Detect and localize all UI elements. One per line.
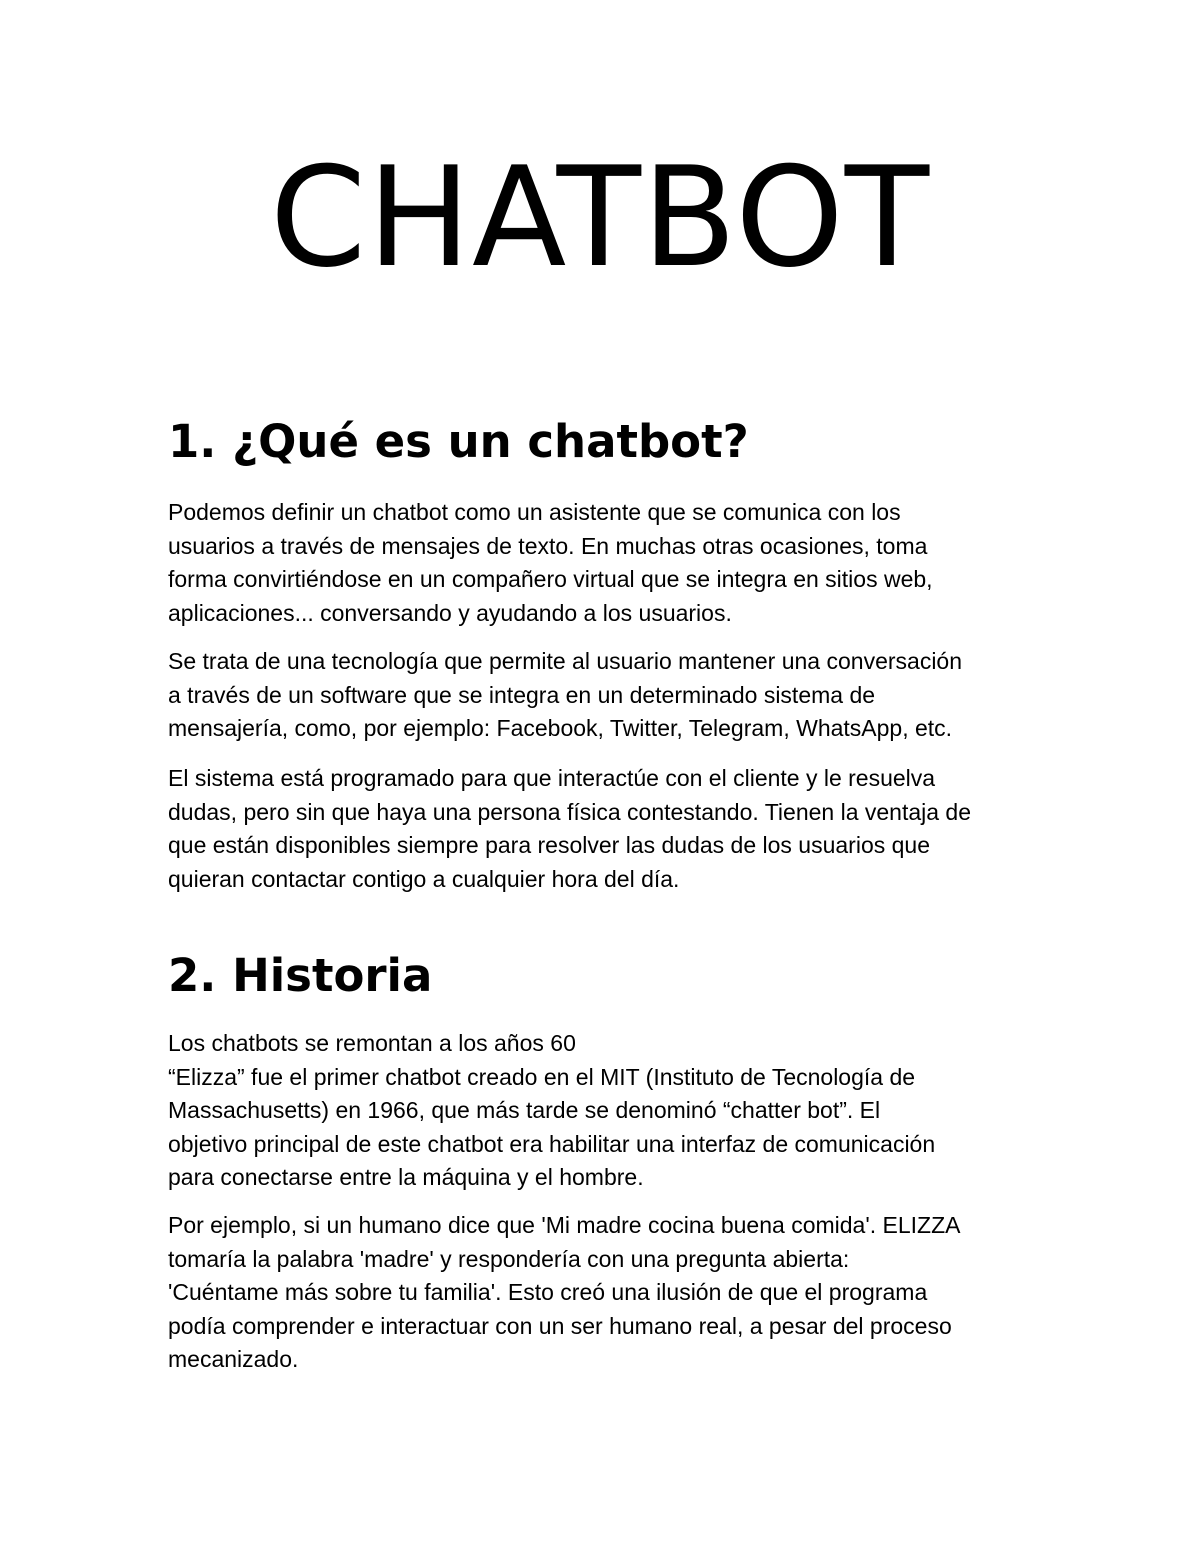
- section-heading-que-es: 1. ¿Qué es un chatbot?: [168, 415, 749, 468]
- section-heading-historia: 2. Historia: [168, 949, 433, 1002]
- document-title: CHATBOT: [269, 137, 931, 298]
- section-paragraph: Por ejemplo, si un humano dice que 'Mi madre cocina buena comida'. ELIZZA tomaría la palabra 'madre' y respondería con una pregunta abierta: 'Cuéntame más sobre tu familia'. Esto creó una ilusión de que el programa podía comprender e interactuar con un ser humano real, a pesar del proceso mecanizado.: [168, 1212, 961, 1372]
- section-paragraph: Los chatbots se remontan a los años 60 “Elizza” fue el primer chatbot creado en el MIT (Instituto de Tecnología de Massachusetts) en 1966, que más tarde se denominó “chatter bot”. El objetivo principal de este chatbot era habilitar una interfaz de comunicación para conectarse entre la máquina y el hombre.: [168, 1030, 936, 1190]
- section-paragraph: Se trata de una tecnología que permite al usuario mantener una conversación a través de un software que se integra en un determinado sistema de mensajería, como, por ejemplo: Facebook, Twitter, Telegram, WhatsApp, etc.: [168, 648, 963, 741]
- section-paragraph: El sistema está programado para que interactúe con el cliente y le resuelva dudas, pero sin que haya una persona física contestando. Tienen la ventaja de que están disponibles siempre para resolver las dudas de los usuarios que quieran contactar contigo a cualquier hora del día.: [168, 765, 972, 892]
- section-paragraph: Podemos definir un chatbot como un asistente que se comunica con los usuarios a través de mensajes de texto. En muchas otras ocasiones, toma forma convirtiéndose en un compañero virtual que se integra en sitios web, aplicaciones... conversando y ayudando a los usuarios.: [168, 499, 933, 626]
